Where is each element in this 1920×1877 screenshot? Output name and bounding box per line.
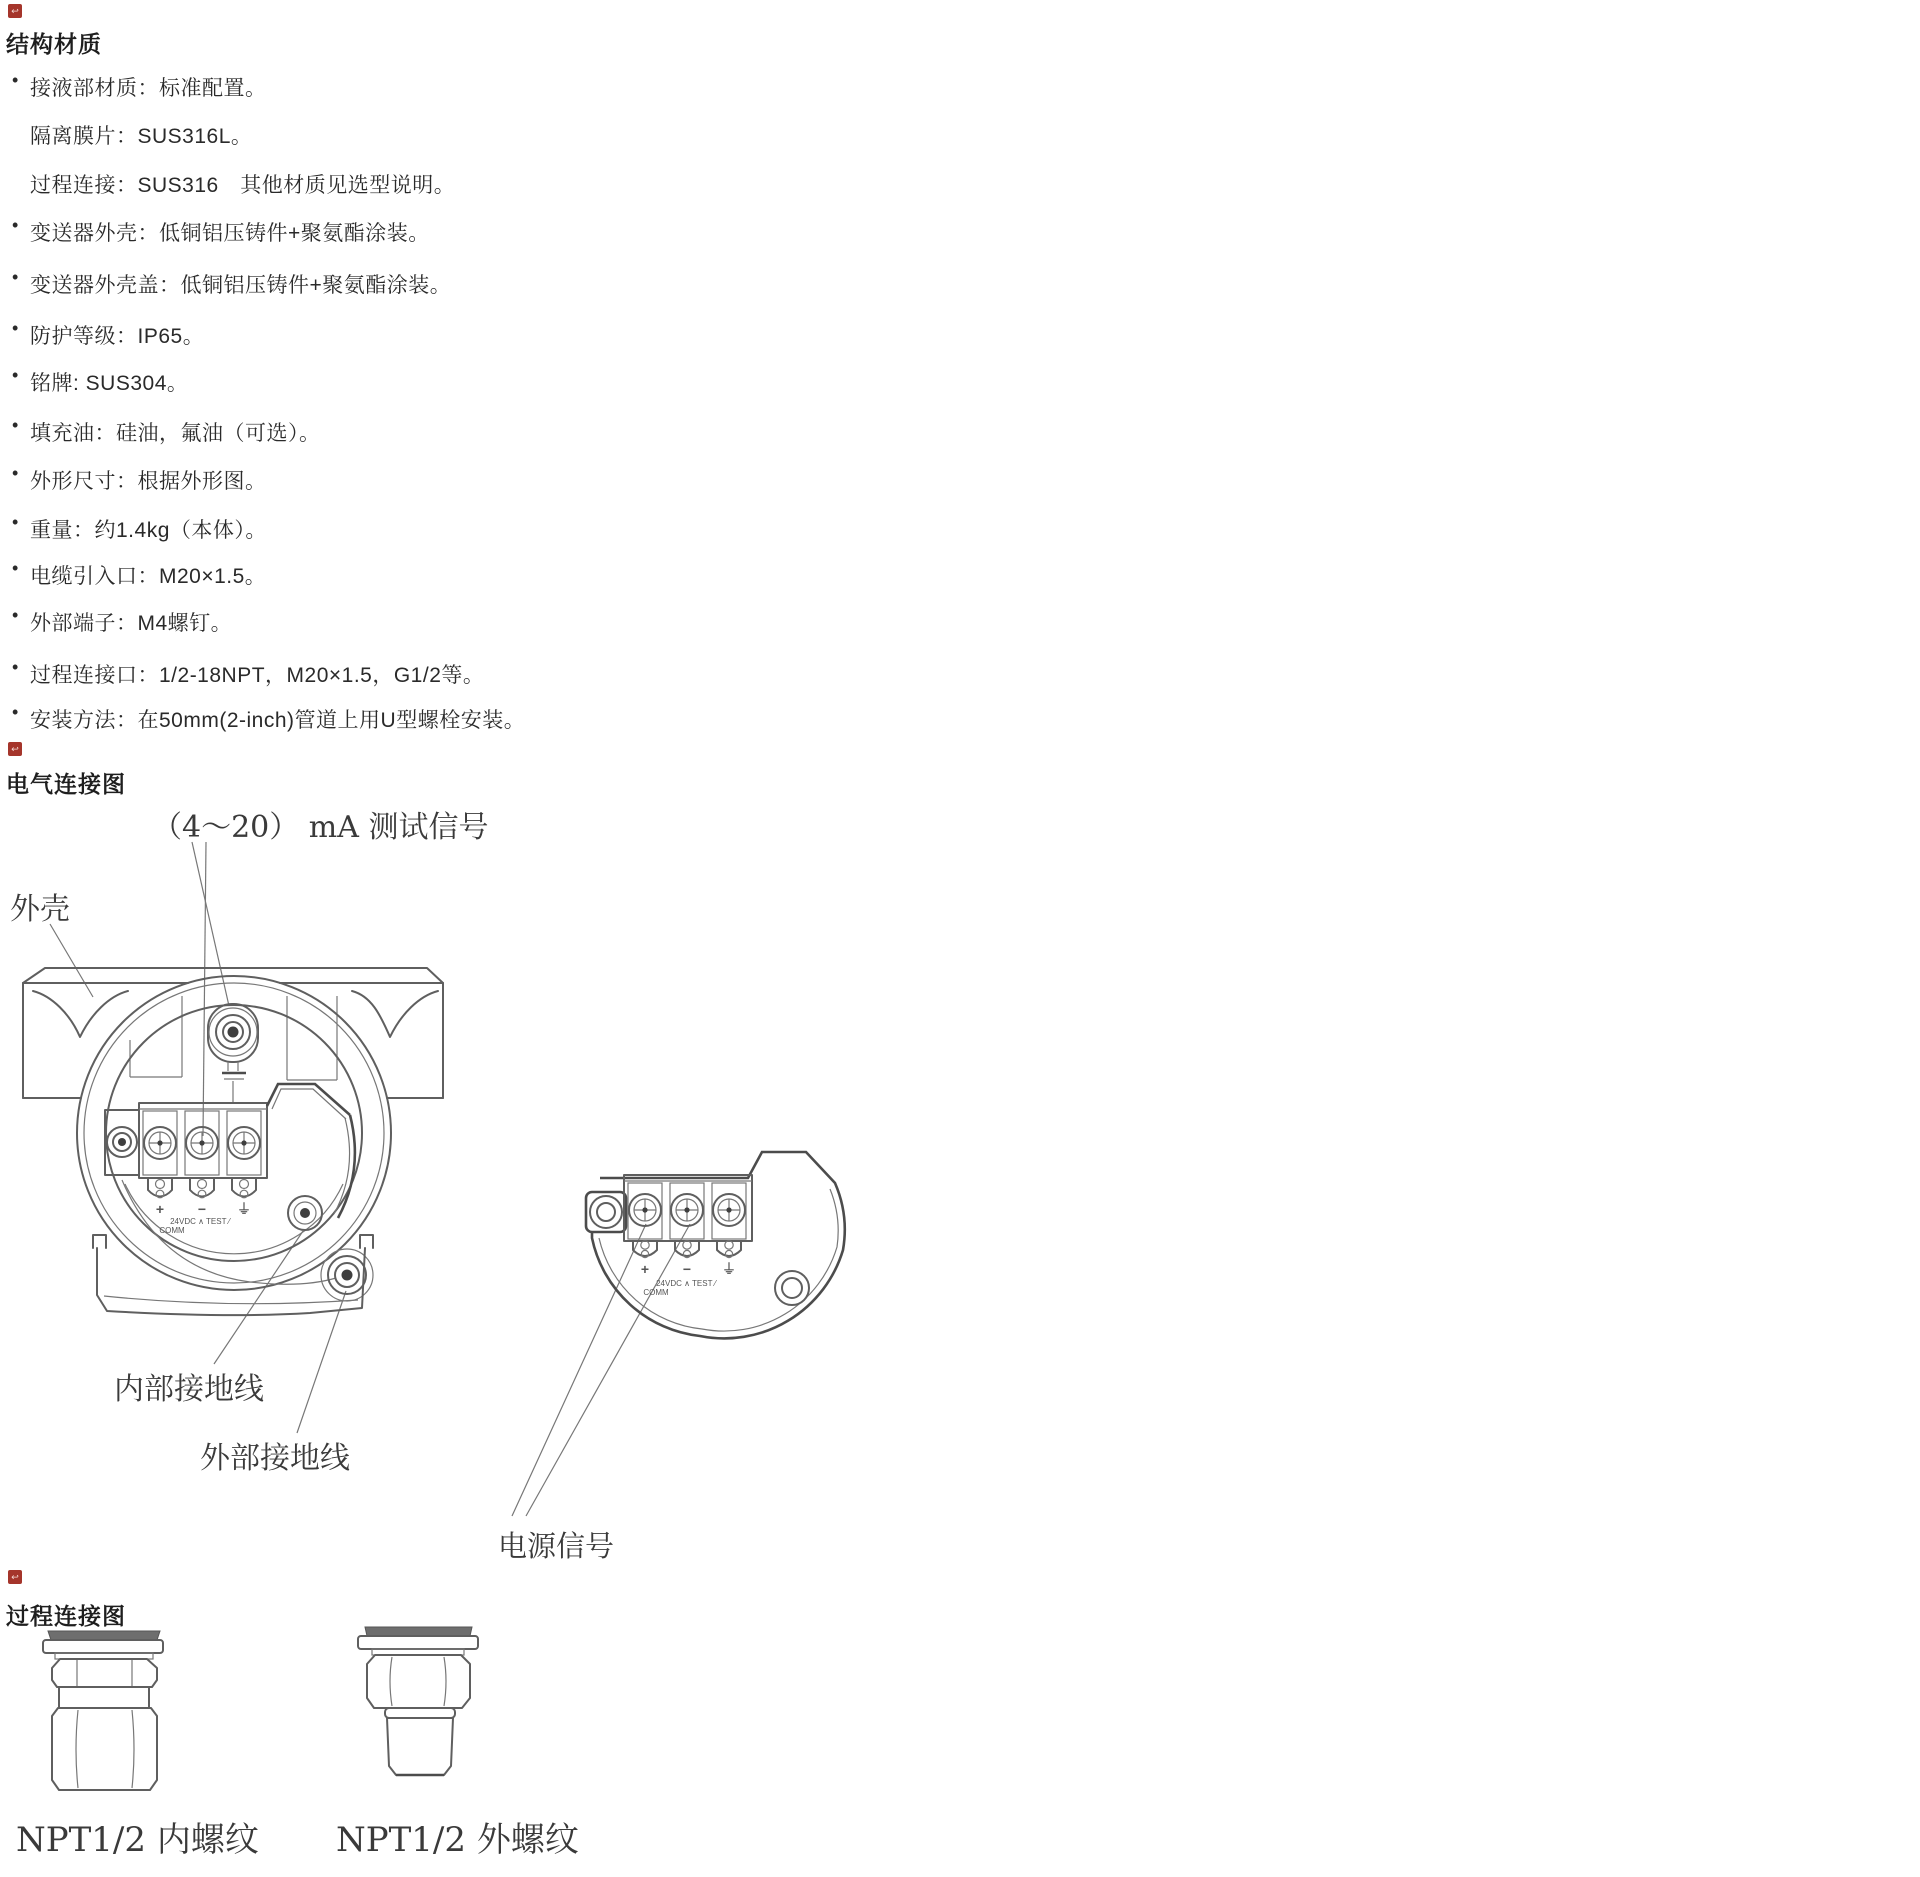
label-internal-ground: 内部接地线 (114, 1372, 264, 1407)
materials-item: • 变送器外壳：低铜铝压铸件+聚氨酯涂装。 (12, 215, 430, 245)
terminal-minus: − (197, 1201, 207, 1217)
materials-item: • 防护等级：IP65。 (12, 318, 205, 348)
materials-item: • 填充油：硅油，氟油（可选）。 (12, 415, 321, 445)
label-npt-male: NPT1/2 外螺纹 (336, 1820, 579, 1860)
anchor-icon (8, 4, 22, 18)
label-housing: 外壳 (10, 892, 70, 927)
npt-male-fitting (358, 1627, 478, 1775)
svg-text:⏚: ⏚ (722, 1261, 736, 1277)
wire-clamps (633, 1241, 741, 1258)
terminal-text-row1: 24VDC ∧ TEST ⁄ (170, 1217, 230, 1226)
npt-female-fitting (43, 1631, 163, 1790)
label-power-signal: 电源信号 (498, 1529, 615, 1563)
materials-heading: 结构材质 (6, 31, 102, 57)
electrical-heading: 电气连接图 (6, 771, 126, 797)
anchor-glyph: ↩ (11, 5, 19, 16)
bullet: • (12, 70, 19, 90)
internal-ground-screw (288, 1196, 322, 1230)
terminal-screw (144, 1127, 260, 1159)
materials-item: • 变送器外壳盖：低铜铝压铸件+聚氨酯涂装。 (12, 267, 452, 297)
process-connection-drawing (0, 1620, 520, 1810)
anchor-icon: ↩ (8, 1570, 22, 1584)
materials-item: • 电缆引入口：M20×1.5。 (12, 558, 267, 588)
materials-item: • 接液部材质：标准配置。 (12, 70, 267, 100)
materials-item: 隔离膜片：SUS316L。 (30, 125, 253, 148)
terminal-board-detail (586, 1152, 845, 1338)
anchor-icon: ↩ (8, 742, 22, 756)
materials-item: 过程连接：SUS316 其他材质见选型说明。 (30, 174, 456, 197)
materials-item: • 过程连接口：1/2-18NPT，M20×1.5，G1/2等。 (12, 657, 485, 687)
electrical-connection-drawing (0, 790, 900, 1570)
svg-text:+: + (640, 1261, 650, 1277)
materials-item: • 重量：约1.4kg（本体）。 (12, 512, 267, 542)
svg-text:COMM: COMM (643, 1288, 669, 1297)
materials-item: • 外部端子：M4螺钉。 (12, 605, 233, 635)
terminal-screw (629, 1194, 745, 1226)
terminal-plus: + (155, 1201, 165, 1217)
terminal-ground: ⏚ (237, 1201, 251, 1217)
process-heading: 过程连接图 (6, 1603, 126, 1629)
materials-item: • 安装方法：在50mm(2-inch)管道上用U型螺栓安装。 (12, 702, 526, 732)
terminal-block (105, 1103, 267, 1235)
wire-clamps (148, 1178, 256, 1198)
materials-item: • 铭牌: SUS304。 (12, 365, 189, 395)
label-external-ground: 外部接地线 (200, 1441, 350, 1476)
label-npt-female: NPT1/2 内螺纹 (16, 1820, 259, 1860)
label-test-signal: （4～20） mA 测试信号 (152, 810, 489, 845)
svg-text:−: − (682, 1261, 692, 1277)
materials-item: • 外形尺寸：根据外形图。 (12, 463, 267, 493)
svg-text:24VDC ∧ TEST ⁄: 24VDC ∧ TEST ⁄ (656, 1279, 716, 1288)
top-screw (208, 1004, 258, 1102)
terminal-text-row2: COMM (159, 1226, 185, 1235)
